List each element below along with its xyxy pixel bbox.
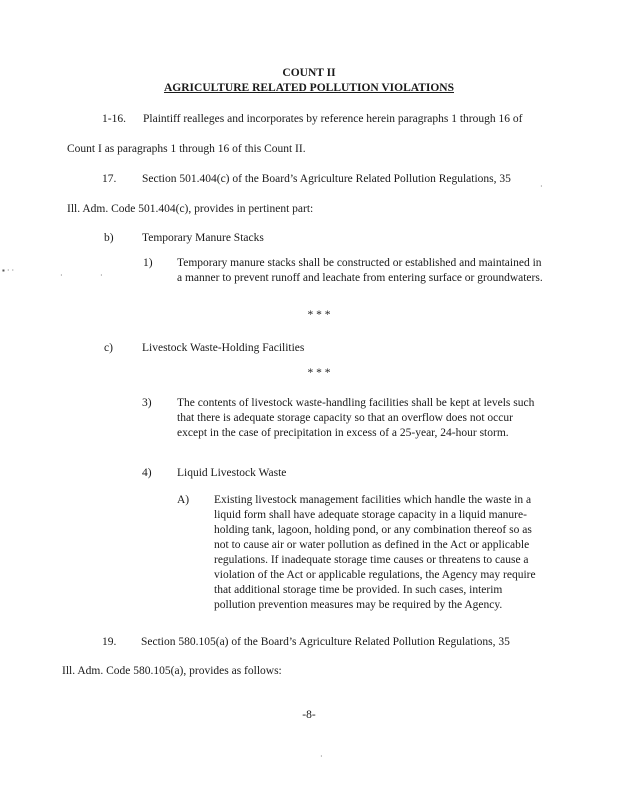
para-19-line2: Ill. Adm. Code 580.105(a), provides as follows:: [62, 665, 282, 677]
para-19-number: 19.: [102, 636, 117, 648]
item-b1-number: 1): [143, 257, 153, 269]
para-17-line2: Ill. Adm. Code 501.404(c), provides in pertinent part:: [67, 203, 314, 215]
ellipsis-2: * * *: [307, 367, 331, 379]
subsection-b-title: Temporary Manure Stacks: [142, 232, 264, 244]
subsection-c-title: Livestock Waste-Holding Facilities: [142, 342, 305, 354]
ellipsis-1: * * *: [307, 309, 331, 321]
para-19-line1: Section 580.105(a) of the Board’s Agriculture Related Pollution Regulations, 35: [141, 636, 510, 648]
subsection-c-label: c): [104, 342, 113, 354]
subsection-b-label: b): [104, 232, 114, 244]
item-b1-text: Temporary manure stacks shall be constructed or established and maintained in a manner to prevent runoff and leachate from entering surface or groundwaters.: [177, 257, 543, 284]
section-title: AGRICULTURE RELATED POLLUTION VIOLATIONS: [163, 82, 454, 94]
item-c3-number: 3): [142, 397, 152, 409]
scan-speck: ·: [320, 752, 323, 761]
para-17-number: 17.: [102, 173, 117, 185]
scan-speck: ·: [60, 271, 63, 280]
scan-speck: ·: [540, 182, 543, 191]
count-heading: COUNT II: [282, 67, 336, 79]
para-1-16-number: 1-16.: [102, 113, 126, 125]
item-cA-text: Existing livestock management facilities which handle the waste in a liquid form shall have adequate storage capacity in a liquid manure-holding tank, lagoon, holding pond, or any combination thereof so as not to cause air or water pollution as defined in the Act or applicable regulations. If inadequate storage time causes or threatens to cause a violation of the Act or applicable regulations, the Agency may require that additional storage time be provided. In such cases, interim pollution prevention measures may be required by the Agency.: [214, 494, 536, 611]
item-c4-title: Liquid Livestock Waste: [177, 467, 287, 479]
scan-speck: ▪ · ·: [2, 266, 15, 275]
item-c3-text: The contents of livestock waste-handling facilities shall be kept at levels such that there is adequate storage capacity so that an overflow does not occur except in the case of precipitation in excess of a 25-year, 24-hour storm.: [177, 397, 535, 439]
item-c4-number: 4): [142, 467, 152, 479]
para-17-line1: Section 501.404(c) of the Board’s Agriculture Related Pollution Regulations, 35: [142, 173, 511, 185]
para-1-16-line1: Plaintiff realleges and incorporates by reference herein paragraphs 1 through 16 of: [143, 113, 523, 125]
page-number: -8-: [302, 709, 316, 721]
scan-speck: ·: [100, 271, 103, 280]
para-1-16-line2: Count I as paragraphs 1 through 16 of this Count II.: [67, 143, 306, 155]
item-cA-number: A): [177, 494, 190, 506]
